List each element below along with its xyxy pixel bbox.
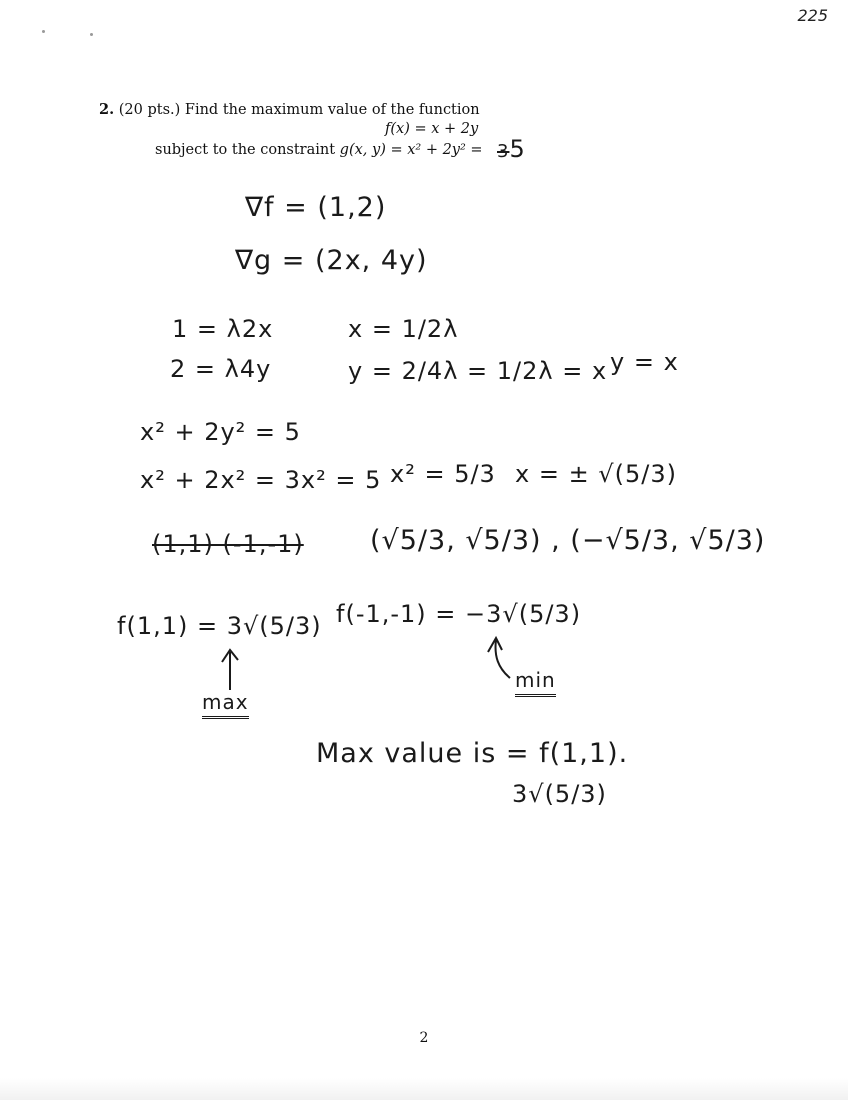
lagrange-eq-2: 2 = λ4y — [170, 355, 272, 383]
scan-speck — [90, 33, 93, 36]
conclusion: Max value is = f(1,1). — [316, 738, 629, 769]
constraint-substituted: x² + 2y² = 5 — [140, 418, 301, 446]
min-label: min — [515, 668, 556, 692]
max-label: max — [202, 690, 249, 714]
question-line-1 — [99, 101, 480, 118]
substitution-step: x² + 2x² = 3x² = 5 — [140, 466, 382, 494]
min-arrow — [488, 638, 510, 678]
scan-speck — [42, 30, 45, 33]
gradient-g: ∇g = (2x, 4y) — [235, 245, 428, 276]
f-at-min-point: f(-1,-1) = −3√(5/3) — [336, 600, 582, 628]
gradient-f: ∇f = (1,2) — [245, 192, 387, 223]
x-plus-minus: x = ± √(5/3) — [515, 460, 677, 488]
question-number: 2. — [99, 101, 115, 118]
page-number: 2 — [419, 1030, 429, 1046]
question-function: f(x) = x + 2y — [385, 121, 479, 137]
corner-score-mark: 225 — [797, 6, 828, 25]
question-intro: (20 pts.) Find the maximum value of the function — [118, 102, 480, 118]
y-solution: y = 2/4λ = 1/2λ = x — [348, 357, 608, 385]
question-constraint-line — [155, 142, 483, 158]
max-arrow — [222, 650, 238, 690]
constraint-prefix: subject to the constraint — [155, 142, 336, 158]
x-squared-value: x² = 5/3 — [390, 460, 496, 488]
x-solution: x = 1/2λ — [348, 315, 459, 343]
lagrange-eq-1: 1 = λ2x — [172, 315, 274, 343]
constraint-value-handwritten: 35 — [497, 135, 526, 163]
y-equals-x: y = x — [610, 348, 679, 376]
crossed-out-points: (1,1) (-1,-1) — [152, 530, 304, 558]
critical-points: (√5/3, √5/3) , (−√5/3, √5/3) — [370, 525, 766, 556]
scan-bottom-edge — [0, 1078, 848, 1100]
f-at-max-point: f(1,1) = 3√(5/3) — [117, 612, 322, 640]
constraint-expression: g(x, y) = x² + 2y² = — [339, 142, 483, 158]
conclusion-value: 3√(5/3) — [512, 780, 607, 808]
